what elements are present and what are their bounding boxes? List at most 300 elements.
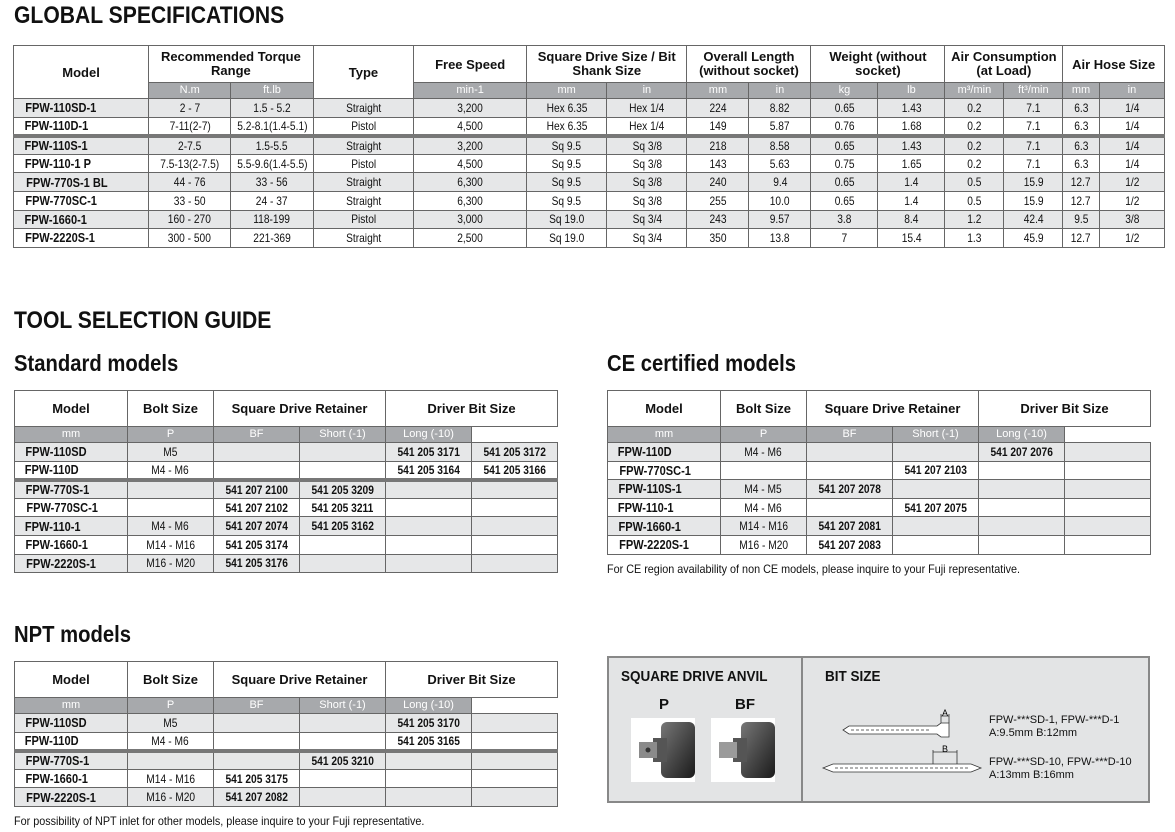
col-bolt: Bolt Size: [721, 391, 807, 427]
value-cell: [313, 191, 414, 210]
cell-text: 1.5 - 5.2: [253, 100, 291, 115]
cell-text: 0.65: [834, 100, 855, 115]
cell-text: M16 - M20: [739, 537, 788, 552]
value-cell: [526, 191, 606, 210]
value-cell: [807, 535, 893, 554]
cell-text: 8.82: [769, 100, 790, 115]
value-cell: [1099, 117, 1164, 136]
value-cell: [1004, 154, 1063, 173]
cell-text: FPW-110D: [24, 733, 79, 749]
value-cell: [149, 154, 231, 173]
cell-text: FPW-1660-1: [24, 211, 87, 227]
cell-text: 350: [709, 230, 727, 245]
value-cell: [945, 136, 1004, 155]
value-cell: [526, 210, 606, 229]
value-cell: [149, 210, 231, 229]
value-cell: [214, 751, 300, 770]
value-cell: [945, 117, 1004, 136]
value-cell: [1065, 517, 1151, 536]
value-cell: [878, 154, 945, 173]
cell-text: 24 - 37: [256, 193, 288, 208]
model-cell: [14, 154, 149, 173]
cell-text: M4 - M6: [744, 444, 783, 459]
cell-text: 1.43: [901, 100, 922, 115]
unit-cell: lb: [878, 83, 945, 99]
model-cell: [15, 554, 128, 573]
unit-cell: mm: [608, 427, 721, 443]
cell-text: 42.4: [1023, 212, 1044, 227]
cell-text: 0.2: [967, 118, 982, 133]
cell-text: Sq 3/4: [632, 212, 662, 227]
value-cell: [472, 554, 558, 573]
value-cell: [749, 117, 811, 136]
value-cell: [300, 480, 386, 499]
cell-text: Straight: [345, 100, 382, 115]
cell-text: FPW-1660-1: [25, 771, 88, 787]
cell-text: 541 205 3175: [225, 771, 288, 786]
model-cell: [15, 769, 128, 788]
value-cell: [878, 136, 945, 155]
bit-b-label: B: [941, 744, 949, 754]
cell-text: M5: [163, 444, 178, 459]
value-cell: [979, 480, 1065, 499]
cell-text: 6.3: [1073, 100, 1089, 115]
value-cell: [1004, 173, 1063, 192]
bit2-spec: [989, 756, 1132, 782]
value-cell: [300, 788, 386, 807]
value-cell: [1099, 210, 1164, 229]
cell-text: 6,300: [457, 175, 483, 190]
value-cell: [300, 535, 386, 554]
value-cell: [300, 461, 386, 480]
cell-text: 541 205 3172: [483, 444, 546, 459]
cell-text: 10.0: [769, 193, 790, 208]
cell-text: FPW-110-1: [24, 518, 81, 534]
global-specs-title: GLOBAL SPECIFICATIONS: [14, 2, 285, 29]
value-cell: [231, 99, 313, 118]
table-row: [14, 229, 1165, 248]
cell-text: 4,500: [457, 118, 483, 133]
value-cell: [687, 136, 749, 155]
npt-models-title: NPT models: [14, 621, 131, 647]
cell-text: 3.8: [837, 212, 852, 227]
cell-text: Pistol: [350, 212, 376, 227]
cell-text: 218: [709, 138, 727, 153]
value-cell: [149, 117, 231, 136]
value-cell: [414, 210, 527, 229]
cell-text: 0.75: [834, 156, 855, 171]
cell-text: 541 205 3164: [397, 462, 460, 477]
table-row: [14, 210, 1165, 229]
value-cell: [607, 99, 687, 118]
value-cell: [749, 173, 811, 192]
col-model: Model: [15, 391, 128, 427]
value-cell: [386, 443, 472, 462]
cell-text: Sq 9.5: [551, 138, 582, 153]
cell-text: 541 205 3166: [483, 462, 546, 477]
cell-text: 1.43: [901, 138, 922, 153]
value-cell: [526, 173, 606, 192]
model-cell: [15, 443, 128, 462]
value-cell: [607, 173, 687, 192]
value-cell: [945, 154, 1004, 173]
model-cell: [608, 498, 721, 517]
unit-cell: in: [1099, 83, 1164, 99]
value-cell: [1065, 461, 1151, 480]
value-cell: [300, 732, 386, 751]
cell-text: FPW-2220S-1: [619, 537, 689, 553]
value-cell: [1063, 173, 1100, 192]
value-cell: [807, 517, 893, 536]
model-cell: [608, 517, 721, 536]
col-bit: Driver Bit Size: [979, 391, 1151, 427]
cell-text: 8.58: [769, 138, 790, 153]
cell-text: FPW-770SC-1: [25, 193, 97, 209]
cell-text: 0.76: [834, 118, 855, 133]
value-cell: [811, 136, 878, 155]
unit-cell: mm: [1063, 83, 1100, 99]
cell-text: 1/4: [1124, 138, 1140, 153]
cell-text: FPW-110-1: [617, 500, 674, 516]
value-cell: [807, 480, 893, 499]
cell-text: FPW-110D: [617, 444, 672, 460]
cell-text: 541 205 3174: [225, 537, 288, 552]
cell-text: FPW-110S-1: [24, 138, 88, 154]
bit2-dims: A:13mm B:16mm: [989, 769, 1074, 781]
cell-text: 221-369: [253, 230, 291, 245]
value-cell: [1065, 498, 1151, 517]
value-cell: [721, 498, 807, 517]
model-cell: [15, 498, 128, 517]
cell-text: 541 207 2102: [225, 500, 288, 515]
value-cell: [128, 714, 214, 733]
value-cell: [214, 443, 300, 462]
table-row: [15, 461, 558, 480]
value-cell: [414, 117, 527, 136]
value-cell: [721, 517, 807, 536]
unit-cell: mm: [15, 698, 128, 714]
cell-text: Hex 6.35: [546, 118, 588, 133]
cell-text: M4 - M5: [744, 481, 783, 496]
cell-text: M14 - M16: [146, 771, 195, 786]
value-cell: [1099, 136, 1164, 155]
table-row: [608, 535, 1151, 554]
model-cell: [15, 788, 128, 807]
cell-text: Sq 3/8: [632, 156, 662, 171]
cell-text: 5.5-9.6(1.4-5.5): [237, 156, 308, 171]
cell-text: FPW-2220S-1: [25, 230, 95, 246]
value-cell: [945, 191, 1004, 210]
value-cell: [472, 732, 558, 751]
value-cell: [214, 517, 300, 536]
cell-text: 541 205 3165: [397, 733, 460, 748]
cell-text: 2 - 7: [179, 100, 200, 115]
cell-text: 1.68: [901, 118, 922, 133]
cell-text: 0.65: [834, 175, 855, 190]
value-cell: [386, 751, 472, 770]
col-bit: Driver Bit Size: [386, 662, 558, 698]
value-cell: [878, 173, 945, 192]
value-cell: [749, 99, 811, 118]
cell-text: FPW-2220S-1: [26, 555, 96, 571]
cell-text: 6.3: [1073, 138, 1089, 153]
cell-text: 7: [841, 230, 848, 245]
value-cell: [300, 498, 386, 517]
value-cell: [300, 443, 386, 462]
cell-text: 33 - 56: [256, 175, 288, 190]
cell-text: Sq 3/8: [632, 175, 662, 190]
cell-text: 3,200: [457, 138, 483, 153]
unit-cell: P: [721, 427, 807, 443]
value-cell: [414, 173, 527, 192]
ce-models-title: CE certified models: [607, 350, 796, 376]
col-speed: Free Speed: [414, 46, 527, 83]
cell-text: FPW-110SD: [25, 715, 87, 731]
cell-text: Hex 1/4: [629, 100, 665, 115]
value-cell: [607, 136, 687, 155]
value-cell: [414, 229, 527, 248]
value-cell: [1063, 191, 1100, 210]
value-cell: [893, 480, 979, 499]
value-cell: [878, 210, 945, 229]
value-cell: [878, 117, 945, 136]
panel-divider: [801, 658, 803, 801]
unit-cell: P: [128, 427, 214, 443]
model-cell: [14, 117, 149, 136]
value-cell: [811, 229, 878, 248]
anvil-bf-image: [711, 718, 775, 782]
value-cell: [526, 154, 606, 173]
value-cell: [414, 99, 527, 118]
model-cell: [14, 210, 149, 229]
value-cell: [721, 535, 807, 554]
value-cell: [472, 714, 558, 733]
table-row: [608, 443, 1151, 462]
cell-text: 7.1: [1026, 100, 1041, 115]
value-cell: [128, 788, 214, 807]
cell-text: FPW-110D-1: [24, 118, 89, 134]
col-model: Model: [14, 46, 149, 99]
cell-text: M16 - M20: [146, 790, 195, 805]
model-cell: [14, 191, 149, 210]
cell-text: Sq 9.5: [551, 193, 582, 208]
cell-text: Sq 9.5: [551, 175, 582, 190]
value-cell: [300, 714, 386, 733]
value-cell: [128, 517, 214, 536]
value-cell: [313, 173, 414, 192]
value-cell: [300, 751, 386, 770]
value-cell: [893, 498, 979, 517]
value-cell: [811, 191, 878, 210]
value-cell: [687, 191, 749, 210]
cell-text: 0.65: [834, 138, 855, 153]
value-cell: [313, 117, 414, 136]
cell-text: 541 205 3170: [397, 715, 460, 730]
unit-cell: Short (-1): [300, 698, 386, 714]
table-row: [14, 136, 1165, 155]
value-cell: [878, 99, 945, 118]
cell-text: FPW-110SD: [25, 444, 87, 460]
value-cell: [414, 154, 527, 173]
cell-text: 5.63: [769, 156, 790, 171]
value-cell: [979, 443, 1065, 462]
value-cell: [1099, 173, 1164, 192]
table-row: [15, 732, 558, 751]
bit-size-title: BIT SIZE: [825, 668, 881, 685]
bit1-dims: A:9.5mm B:12mm: [989, 727, 1078, 739]
value-cell: [526, 99, 606, 118]
value-cell: [721, 480, 807, 499]
cell-text: Pistol: [350, 118, 376, 133]
value-cell: [214, 732, 300, 751]
value-cell: [231, 173, 313, 192]
value-cell: [749, 191, 811, 210]
bit-diagram: [821, 706, 983, 786]
unit-cell: BF: [807, 427, 893, 443]
value-cell: [231, 136, 313, 155]
value-cell: [1099, 191, 1164, 210]
value-cell: [313, 210, 414, 229]
global-specs-table: [13, 45, 1165, 248]
cell-text: Straight: [345, 175, 382, 190]
value-cell: [128, 498, 214, 517]
unit-cell: Long (-10): [979, 427, 1065, 443]
value-cell: [128, 443, 214, 462]
model-cell: [14, 173, 149, 192]
cell-text: 541 207 2075: [904, 500, 967, 515]
value-cell: [721, 443, 807, 462]
value-cell: [414, 136, 527, 155]
cell-text: 1.4: [904, 193, 919, 208]
table-row: [15, 554, 558, 573]
value-cell: [945, 173, 1004, 192]
cell-text: 33 - 50: [173, 193, 206, 208]
cell-text: 0.5: [967, 175, 982, 190]
cell-text: FPW-1660-1: [618, 518, 681, 534]
cell-text: FPW-110D: [24, 462, 79, 478]
value-cell: [472, 461, 558, 480]
cell-text: 1.4: [904, 175, 919, 190]
col-weight: Weight (without socket): [811, 46, 945, 83]
value-cell: [1099, 99, 1164, 118]
value-cell: [878, 229, 945, 248]
value-cell: [811, 99, 878, 118]
cell-text: 45.9: [1023, 230, 1044, 245]
cell-text: 118-199: [253, 212, 291, 227]
bit-a-label: A: [941, 708, 949, 718]
cell-text: 1.5-5.5: [256, 138, 288, 153]
cell-text: Sq 19.0: [549, 212, 585, 227]
cell-text: 240: [709, 175, 727, 190]
table-row: [15, 517, 558, 536]
value-cell: [128, 535, 214, 554]
value-cell: [313, 154, 414, 173]
cell-text: 541 207 2076: [990, 444, 1053, 459]
unit-cell: ft.lb: [231, 83, 313, 99]
table-row: [608, 517, 1151, 536]
value-cell: [1063, 210, 1100, 229]
value-cell: [526, 136, 606, 155]
value-cell: [214, 714, 300, 733]
cell-text: 1/2: [1124, 175, 1140, 190]
value-cell: [1004, 191, 1063, 210]
unit-cell: ft³/min: [1004, 83, 1063, 99]
cell-text: 541 207 2103: [904, 463, 967, 478]
cell-text: 3,200: [457, 100, 483, 115]
unit-cell: mm: [526, 83, 606, 99]
value-cell: [128, 769, 214, 788]
model-cell: [15, 517, 128, 536]
value-cell: [893, 443, 979, 462]
cell-text: 6,300: [457, 193, 483, 208]
cell-text: M4 - M6: [151, 733, 190, 748]
cell-text: Sq 3/8: [632, 138, 662, 153]
value-cell: [811, 173, 878, 192]
value-cell: [893, 517, 979, 536]
cell-text: 1/4: [1124, 118, 1140, 133]
ce-models-table: [607, 390, 1151, 555]
value-cell: [386, 498, 472, 517]
value-cell: [472, 751, 558, 770]
cell-text: 9.57: [769, 212, 790, 227]
cell-text: 1/2: [1124, 230, 1140, 245]
model-cell: [15, 751, 128, 770]
cell-text: 4,500: [457, 156, 483, 171]
cell-text: FPW-770S-1: [25, 753, 90, 769]
cell-text: 7.5-13(2-7.5): [160, 156, 220, 171]
col-torque: Recommended Torque Range: [149, 46, 314, 83]
value-cell: [607, 191, 687, 210]
value-cell: [214, 769, 300, 788]
value-cell: [472, 480, 558, 499]
cell-text: M14 - M16: [146, 537, 195, 552]
value-cell: [811, 154, 878, 173]
cell-text: Straight: [345, 230, 382, 245]
value-cell: [1099, 154, 1164, 173]
cell-text: Pistol: [350, 156, 376, 171]
value-cell: [414, 191, 527, 210]
cell-text: 9.4: [772, 175, 788, 190]
table-row: [15, 714, 558, 733]
value-cell: [526, 229, 606, 248]
anvil-p-image: [631, 718, 695, 782]
model-cell: [14, 136, 149, 155]
value-cell: [721, 461, 807, 480]
value-cell: [607, 117, 687, 136]
value-cell: [945, 99, 1004, 118]
unit-cell: P: [128, 698, 214, 714]
value-cell: [811, 210, 878, 229]
value-cell: [1004, 210, 1063, 229]
cell-text: 541 207 2083: [818, 537, 881, 552]
table-row: [15, 751, 558, 770]
value-cell: [1063, 229, 1100, 248]
cell-text: 15.9: [1023, 193, 1044, 208]
value-cell: [687, 229, 749, 248]
value-cell: [472, 788, 558, 807]
value-cell: [687, 210, 749, 229]
bit1-spec: [989, 714, 1119, 740]
cell-text: 1.3: [967, 230, 982, 245]
value-cell: [687, 99, 749, 118]
col-air: Air Consumption (at Load): [945, 46, 1063, 83]
value-cell: [807, 498, 893, 517]
bit2-models: FPW-***SD-10, FPW-***D-10: [989, 756, 1132, 768]
cell-text: 13.8: [769, 230, 790, 245]
value-cell: [1065, 480, 1151, 499]
value-cell: [526, 117, 606, 136]
cell-text: 541 205 3176: [225, 556, 288, 571]
